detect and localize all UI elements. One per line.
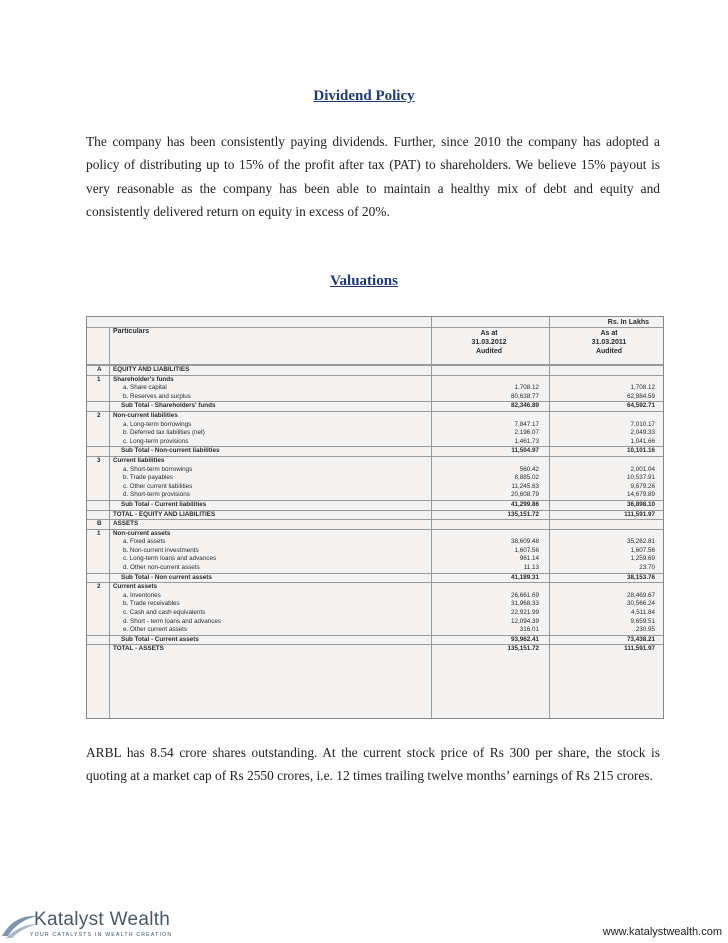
logo-tagline: YOUR CATALYSTS IN WEALTH CREATION (30, 932, 173, 938)
table-row (87, 483, 663, 492)
balance-sheet-header (87, 317, 663, 365)
row-label: e. Other current assets (123, 626, 188, 634)
particulars-header: Particulars (113, 328, 150, 335)
row-value-2011: 30,566.24 (626, 600, 655, 608)
row-value-2011: 14,679.89 (626, 491, 655, 499)
row-label: d. Short-term provisions (123, 491, 190, 499)
row-code: B (97, 520, 102, 528)
dividend-policy-text: The company has been consistently paying dividends. Further, since 2010 the company has adopted a policy of distributing up to 15% of the profit after tax (PAT) to shareholders. We believe 15% payout is very reasonable as the company has been able to maintain a healthy mix of debt and equity and consistently delivered return on equity in excess of 20%. (86, 134, 660, 219)
row-label: EQUITY AND LIABILITIES (113, 366, 190, 373)
row-value-2011: 1,259.69 (630, 555, 655, 563)
row-value-2012: 80,638.77 (510, 392, 539, 400)
balance-sheet-table (86, 316, 664, 719)
row-label: Sub Total - Shareholders' funds (121, 402, 216, 410)
row-value-2011: 10,101.16 (626, 447, 655, 455)
row-value-2011: 1,041.66 (630, 437, 655, 445)
row-value-2011: 23.70 (639, 564, 655, 572)
row-code: A (97, 366, 102, 373)
row-label: Sub Total - Non current assets (121, 573, 212, 581)
row-code: 1 (97, 529, 101, 537)
table-row (87, 384, 663, 393)
row-value-2012: 12,094.39 (510, 617, 539, 625)
row-value-2012: 135,151.72 (507, 645, 539, 653)
table-row (87, 466, 663, 475)
row-value-2011: 111,591.97 (624, 510, 655, 518)
row-value-2011: 62,884.59 (626, 392, 655, 400)
row-label: a. Fixed assets (123, 538, 166, 546)
row-value-2011: 2,049.33 (630, 429, 655, 437)
row-value-2011: 1,708.12 (630, 384, 655, 392)
row-value-2012: 7,847.17 (514, 420, 539, 428)
row-label: c. Long-term loans and advances (123, 555, 217, 563)
balance-sheet-rows (87, 365, 663, 654)
col-2011-header (559, 329, 659, 356)
row-code: 2 (97, 583, 101, 591)
row-label: a. Share capital (123, 384, 167, 392)
row-label: a. Inventories (123, 591, 161, 599)
footer-url[interactable]: www.katalystwealth.com (602, 926, 722, 938)
row-value-2011: 36,898.10 (626, 500, 655, 508)
table-row (87, 635, 663, 645)
row-value-2011: 111,591.97 (624, 645, 655, 653)
row-value-2011: 38,153.76 (626, 573, 655, 581)
row-value-2012: 11,245.63 (511, 482, 539, 490)
table-row (87, 592, 663, 601)
row-value-2012: 560.42 (519, 465, 539, 473)
table-row (87, 600, 663, 609)
row-value-2011: 28,469.67 (626, 591, 655, 599)
row-value-2011: 9,659.51 (630, 617, 655, 625)
table-row (87, 644, 663, 654)
table-row (87, 582, 663, 592)
table-row (87, 401, 663, 411)
row-value-2012: 31,968.33 (510, 600, 539, 608)
table-row (87, 626, 663, 635)
table-row (87, 510, 663, 520)
logo-name: Katalyst Wealth (34, 909, 171, 930)
table-row (87, 491, 663, 500)
table-row (87, 365, 663, 375)
row-value-2012: 26,661.69 (510, 591, 539, 599)
row-label: c. Cash and cash equivalents (123, 609, 206, 617)
table-row (87, 500, 663, 510)
row-label: b. Trade receivables (123, 600, 180, 608)
closing-paragraph: ARBL has 8.54 crore shares outstanding. At the current stock price of Rs 300 per share, the stock is quoting at a market cap of Rs 2550 crores, i.e. 12 times trailing twelve months’ earnings of Rs 215 crores. (86, 745, 660, 784)
row-value-2012: 93,962.41 (510, 635, 539, 643)
row-value-2012: 11,504.97 (511, 447, 539, 455)
col-2012-header (439, 329, 539, 356)
row-value-2011: 4,511.84 (630, 609, 655, 617)
table-row (87, 446, 663, 456)
row-code: 1 (97, 375, 101, 383)
row-value-2012: 2,196.07 (514, 429, 539, 437)
col-2012-audited: Audited (475, 348, 503, 355)
col-2011-date: 31.03.2011 (591, 339, 627, 346)
row-label: d. Other non-current assets (123, 564, 200, 572)
row-value-2012: 316.01 (519, 626, 539, 634)
table-row (87, 411, 663, 421)
row-label: Sub Total - Current assets (121, 635, 199, 643)
row-value-2012: 1,607.56 (514, 546, 539, 554)
table-row (87, 519, 663, 529)
row-value-2012: 961.14 (519, 555, 539, 563)
table-row (87, 393, 663, 402)
header-rule-top (87, 327, 663, 328)
col-2012-line1: As at (480, 330, 498, 337)
row-label: a. Short-term borrowings (123, 465, 193, 473)
row-label: a. Long-term borrowings (123, 420, 192, 428)
row-value-2012: 1,708.12 (514, 384, 539, 392)
table-row (87, 538, 663, 547)
table-row (87, 573, 663, 583)
row-value-2011: 73,438.21 (626, 635, 655, 643)
row-label: TOTAL - ASSETS (113, 645, 164, 653)
table-row (87, 618, 663, 627)
col-2011-audited: Audited (595, 348, 623, 355)
row-label: Shareholder's funds (113, 375, 174, 383)
row-value-2012: 20,608.79 (510, 491, 539, 499)
table-row (87, 564, 663, 573)
row-value-2011: 10,537.91 (626, 474, 655, 482)
table-row (87, 547, 663, 556)
col-2011-line1: As at (600, 330, 618, 337)
table-row (87, 456, 663, 466)
row-label: b. Non-current investments (123, 546, 199, 554)
row-value-2012: 22,921.99 (510, 609, 539, 617)
row-value-2012: 11.13 (523, 564, 539, 572)
row-label: d. Short - term loans and advances (123, 617, 222, 625)
katalyst-logo (0, 906, 230, 943)
row-value-2012: 41,299.86 (510, 500, 539, 508)
row-value-2012: 1,461.73 (514, 437, 539, 445)
row-value-2011: 1,607.56 (630, 546, 655, 554)
row-value-2012: 41,189.31 (510, 573, 539, 581)
row-label: TOTAL - EQUITY AND LIABILITIES (113, 510, 216, 518)
row-label: b. Trade payables (123, 474, 174, 482)
row-label: Sub Total - Current liabilities (121, 500, 207, 508)
table-row (87, 555, 663, 564)
row-code: 2 (97, 411, 101, 419)
row-label: c. Other current liabilities (123, 482, 193, 490)
dividend-policy-heading: Dividend Policy (313, 88, 415, 104)
row-value-2011: 230.95 (635, 626, 655, 634)
table-row (87, 421, 663, 430)
row-value-2012: 82,346.89 (510, 402, 539, 410)
row-label: Non-current liabilities (113, 411, 178, 419)
row-label: Current assets (113, 583, 158, 591)
table-row (87, 529, 663, 539)
table-row (87, 609, 663, 618)
row-code: 3 (97, 456, 101, 464)
row-value-2011: 9,679.26 (630, 482, 655, 490)
row-label: c. Long-term provisions (123, 437, 189, 445)
row-label: b. Deferred tax liabilities (net) (123, 429, 205, 437)
table-row (87, 429, 663, 438)
row-value-2012: 38,609.48 (510, 538, 539, 546)
row-value-2011: 64,592.71 (626, 402, 655, 410)
unit-label: Rs. In Lakhs (607, 319, 649, 326)
row-label: Sub Total - Non-current liabilities (121, 447, 220, 455)
row-label: Non-current assets (113, 529, 171, 537)
row-label: ASSETS (113, 520, 139, 528)
col-2012-date: 31.03.2012 (471, 339, 507, 346)
table-row (87, 474, 663, 483)
row-value-2012: 135,151.72 (507, 510, 539, 518)
table-row (87, 375, 663, 385)
row-value-2011: 7,010.17 (630, 420, 655, 428)
row-value-2011: 35,262.81 (626, 538, 655, 546)
row-value-2011: 2,001.04 (630, 465, 655, 473)
row-label: Current liabilities (113, 456, 165, 464)
table-row (87, 438, 663, 447)
row-label: b. Reserves and surplus (123, 392, 191, 400)
row-value-2012: 8,885.02 (514, 474, 539, 482)
valuations-heading: Valuations (330, 273, 398, 289)
